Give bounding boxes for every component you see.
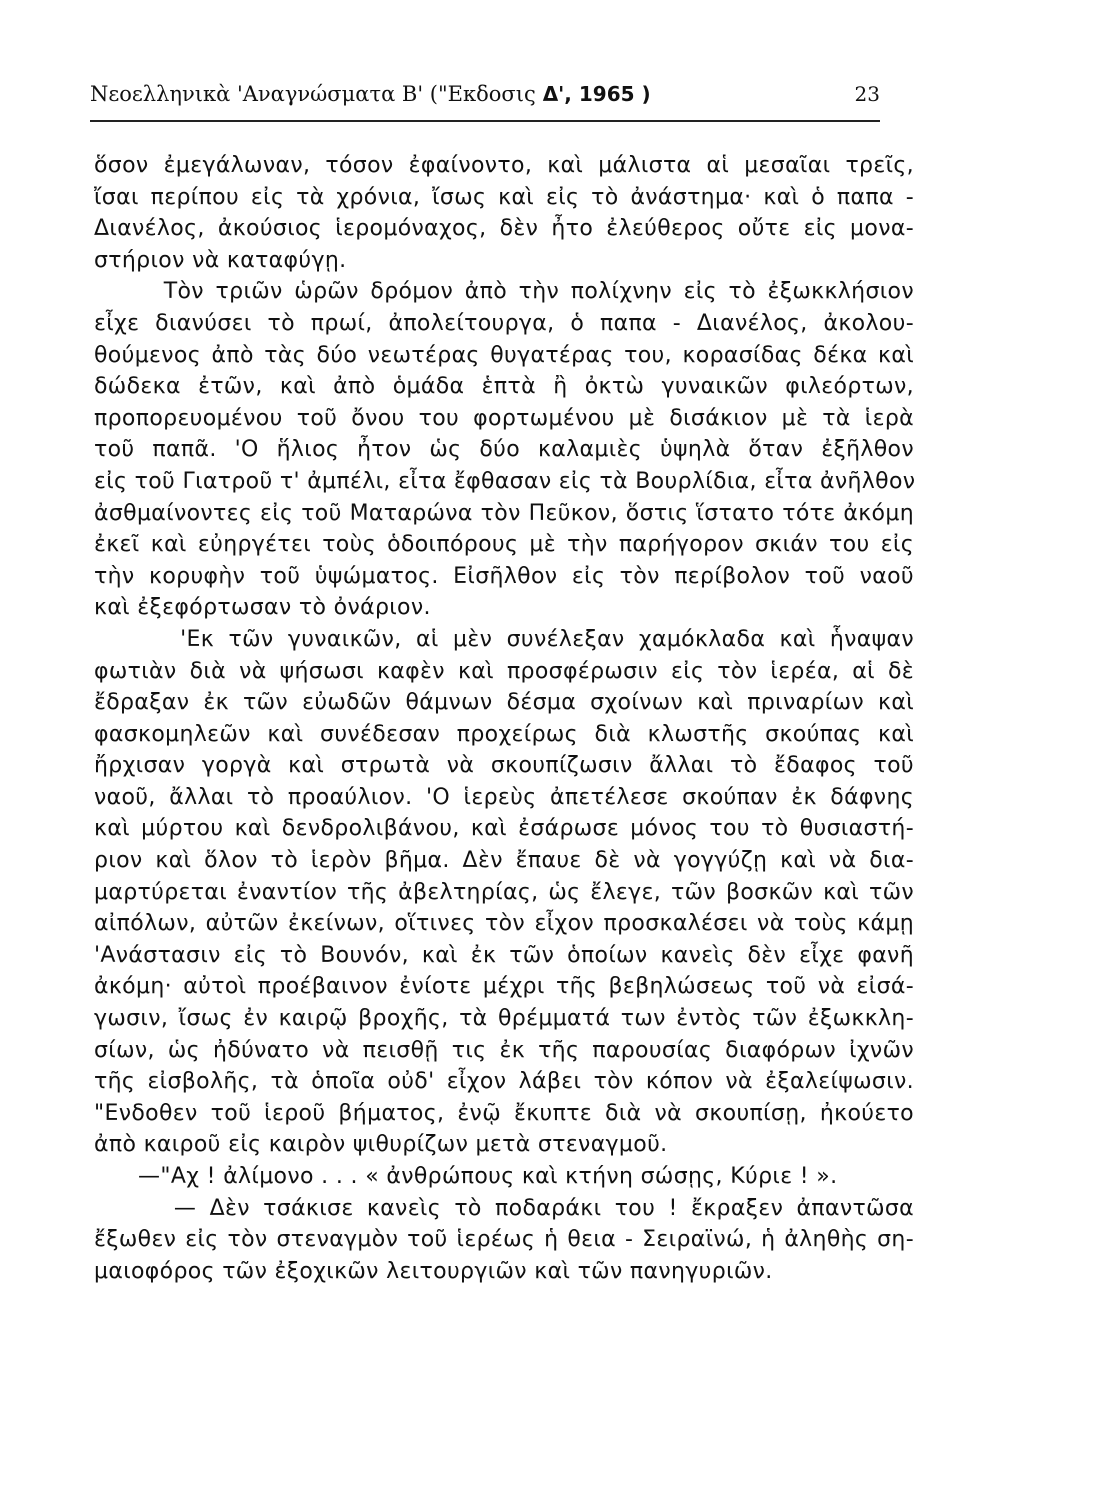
text-line: γωσιν, ἴσως ἐν καιρῷ βροχῆς, τὰ θρέμματά των ἐντὸς τῶν ἐξωκκλη- xyxy=(94,1006,914,1032)
text-line: 'Εκ τῶν γυναικῶν, αἱ μὲν συνέλεξαν χαμόκλαδα καὶ ἧναψαν xyxy=(94,626,914,652)
text-line: εἶχε διανύσει τὸ πρωί, ἀπολείτουργα, ὁ παπα - Διανέλος, ἀκολου- xyxy=(94,310,914,336)
text-line: —"Αχ ! ἀλίμονο . . . « ἀνθρώπους καὶ κτήνη σώσῃς, Κύριε ! ». xyxy=(94,1164,838,1189)
running-header xyxy=(90,82,880,112)
text-line: τοῦ παπᾶ. 'Ο ἥλιος ἦτον ὡς δύο καλαμιὲς ὑψηλὰ ὅταν ἐξῆλθον xyxy=(94,437,914,463)
text-line: "Ενδοθεν τοῦ ἱεροῦ βήματος, ἐνῷ ἔκυπτε διὰ νὰ σκουπίσῃ, ἠκούετο xyxy=(94,1100,914,1126)
header-title-group xyxy=(90,82,651,106)
header-edition: Δ', 1965 ) xyxy=(535,82,651,106)
text-line: δώδεκα ἐτῶν, καὶ ἀπὸ ὁμάδα ἑπτὰ ἢ ὀκτὼ γυναικῶν φιλεόρτων, xyxy=(94,374,914,400)
text-line: τὴν κορυφὴν τοῦ ὑψώματος. Εἰσῆλθον εἰς τὸν περίβολον τοῦ ναοῦ xyxy=(94,563,914,589)
text-line: ἔξωθεν εἰς τὸν στεναγμὸν τοῦ ἱερέως ἡ θεια - Σειραϊνώ, ἡ ἀληθὴς ση- xyxy=(94,1227,914,1253)
text-line: ἀκόμη· αὐτοὶ προέβαινον ἐνίοτε μέχρι τῆς βεβηλώσεως τοῦ νὰ εἰσά- xyxy=(94,974,914,1000)
text-line: ριον καὶ ὅλον τὸ ἱερὸν βῆμα. Δὲν ἔπαυε δὲ νὰ γογγύζῃ καὶ νὰ δια- xyxy=(94,848,914,874)
text-line: 'Ανάστασιν εἰς τὸ Βουνόν, καὶ ἐκ τῶν ὁποίων κανεὶς δὲν εἶχε φανῆ xyxy=(94,942,914,968)
text-line: τῆς εἰσβολῆς, τὰ ὁποῖα οὐδ' εἶχον λάβει τὸν κόπον νὰ ἐξαλείψωσιν. xyxy=(94,1069,914,1095)
text-line: μαρτύρεται ἐναντίον τῆς ἀβελτηρίας, ὡς ἔλεγε, τῶν βοσκῶν καὶ τῶν xyxy=(94,879,914,905)
body-text xyxy=(94,150,914,1287)
text-line: ὅσον ἐμεγάλωναν, τόσον ἐφαίνοντο, καὶ μάλιστα αἱ μεσαῖαι τρεῖς, xyxy=(94,153,914,178)
text-line: ἐκεῖ καὶ εὐηργέτει τοὺς ὁδοιπόρους μὲ τὴν παρήγορον σκιάν του εἰς xyxy=(94,532,914,558)
text-line: καὶ ἐξεφόρτωσαν τὸ ὀνάριον. xyxy=(94,595,431,621)
text-line: ἴσαι περίπου εἰς τὰ χρόνια, ἴσως καὶ εἰς τὸ ἀνάστημα· καὶ ὁ παπα - xyxy=(94,184,914,210)
text-line: ἀσθμαίνοντες εἰς τοῦ Ματαρώνα τὸν Πεῦκον, ὅστις ἵστατο τότε ἀκόμη xyxy=(94,500,914,526)
text-line: ἔδραξαν ἐκ τῶν εὐωδῶν θάμνων δέσμα σχοίνων καὶ πριναρίων καὶ xyxy=(94,690,914,716)
text-line: καὶ μύρτου καὶ δενδρολιβάνου, καὶ ἐσάρωσε μόνος του τὸ θυσιαστή- xyxy=(94,816,914,842)
text-line: εἰς τοῦ Γιατροῦ τ' ἀμπέλι, εἶτα ἔφθασαν εἰς τὰ Βουρλίδια, εἶτα ἀνῆλθον xyxy=(94,468,916,494)
text-line: μαιοφόρος τῶν ἐξοχικῶν λειτουργιῶν καὶ τῶν πανηγυριῶν. xyxy=(94,1258,773,1284)
text-line: αἰπόλων, αὐτῶν ἐκείνων, οἵτινες τὸν εἶχον προσκαλέσει νὰ τοὺς κάμῃ xyxy=(94,911,914,937)
text-line: ἀπὸ καιροῦ εἰς καιρὸν ψιθυρίζων μετὰ στεναγμοῦ. xyxy=(94,1132,668,1158)
text-line: Διανέλος, ἀκούσιος ἱερομόναχος, δὲν ἦτο ἐλεύθερος οὔτε εἰς μονα- xyxy=(94,216,914,242)
text-line: σίων, ὡς ἠδύνατο νὰ πεισθῇ τις ἐκ τῆς παρουσίας διαφόρων ἰχνῶν xyxy=(94,1037,914,1063)
page-number: 23 xyxy=(854,82,880,106)
text-line: φωτιὰν διὰ νὰ ψήσωσι καφὲν καὶ προσφέρωσιν εἰς τὸν ἱερέα, αἱ δὲ xyxy=(94,658,914,684)
header-title: Νεοελληνικὰ 'Αναγνώσματα Β' ("Εκδοσις xyxy=(90,82,536,106)
text-line: στήριον νὰ καταφύγῃ. xyxy=(94,247,347,273)
header-rule xyxy=(90,120,880,122)
text-line: Τὸν τριῶν ὡρῶν δρόμον ἀπὸ τὴν πολίχνην εἰς τὸ ἐξωκκλήσιον xyxy=(94,279,914,305)
text-line: ἤρχισαν γοργὰ καὶ στρωτὰ νὰ σκουπίζωσιν ἄλλαι τὸ ἔδαφος τοῦ xyxy=(94,753,914,779)
text-line: θούμενος ἀπὸ τὰς δύο νεωτέρας θυγατέρας του, κορασίδας δέκα καὶ xyxy=(94,342,914,368)
text-line: φασκομηλεῶν καὶ συνέδεσαν προχείρως διὰ κλωστῆς σκούπας καὶ xyxy=(94,721,914,747)
text-line: — Δὲν τσάκισε κανεὶς τὸ ποδαράκι του ! ἔκραξεν ἀπαντῶσα xyxy=(94,1195,914,1221)
text-line: ναοῦ, ἄλλαι τὸ προαύλιον. 'Ο ἱερεὺς ἀπετέλεσε σκούπαν ἐκ δάφνης xyxy=(94,784,914,810)
text-line: προπορευομένου τοῦ ὄνου του φορτωμένου μὲ δισάκιον μὲ τὰ ἱερὰ xyxy=(94,405,914,431)
